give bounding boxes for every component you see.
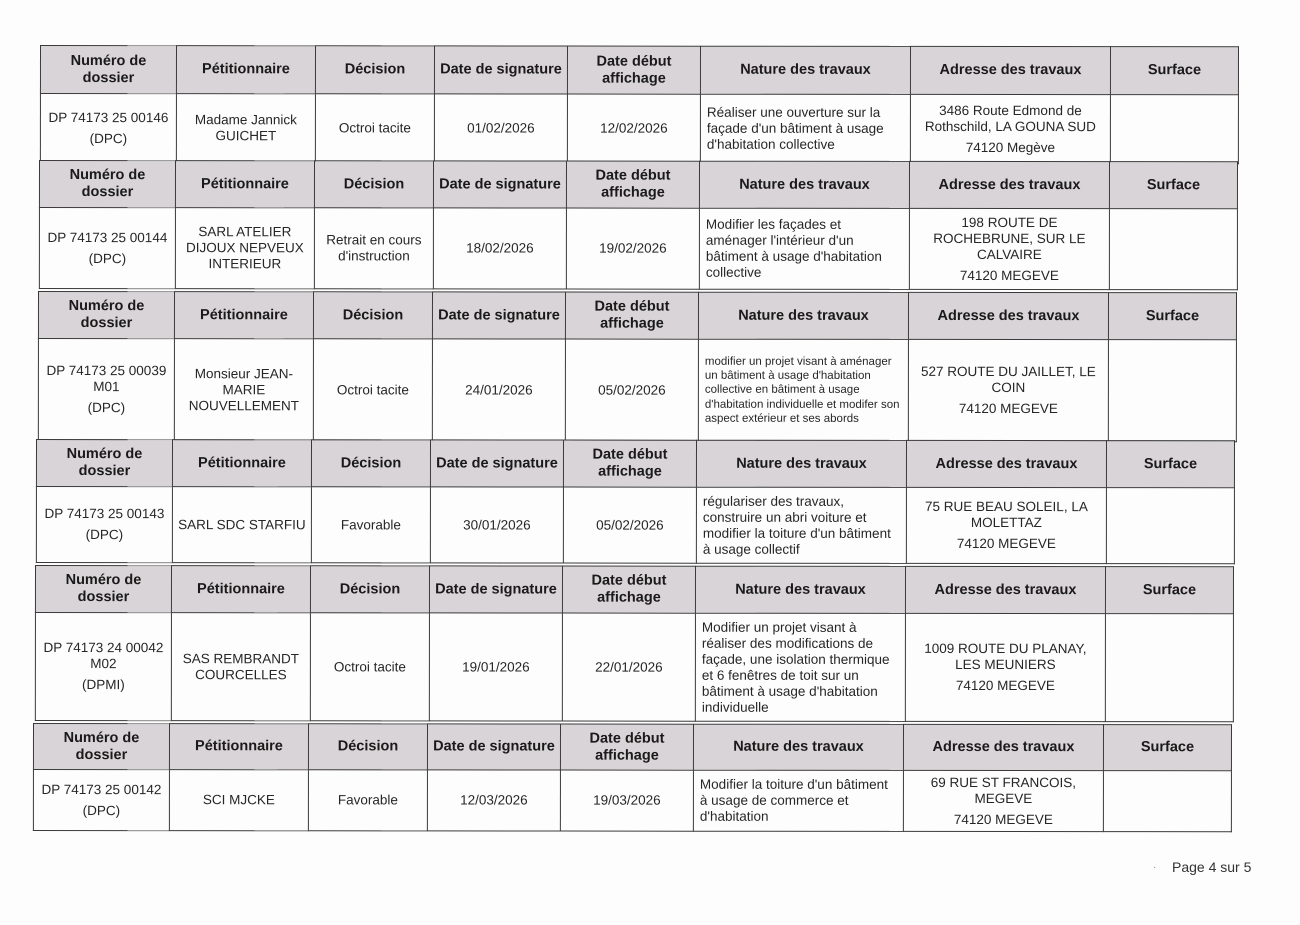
dossier-number: DP 74173 25 00142 [41, 781, 162, 797]
header-date-signature: Date de signature [432, 292, 565, 339]
dossier-number: DP 74173 25 00039 M01 [46, 363, 167, 395]
date-affichage-cell: 19/02/2026 [566, 208, 699, 289]
dossier-number: DP 74173 25 00144 [47, 229, 168, 245]
address-street: 69 RUE ST FRANCOIS, MEGEVE [930, 774, 1077, 806]
address-street: 527 ROUTE DU JAILLET, LE COIN [920, 363, 1096, 396]
dossier-type: (DPC) [89, 130, 128, 146]
adresse-cell [903, 770, 1103, 831]
adresse-cell [906, 487, 1106, 563]
nature-cell: Modifier un projet visant à réaliser des modifications de façade, une isolation thermique et 6 fenêtres de toit sur un bâtiment à usage d'habitation individuelle [695, 613, 905, 721]
nature-cell: régulariser des travaux, construire un abri voiture et modifier la toiture d'un bâtiment à usage collectif [696, 487, 906, 563]
footer-mark: · [1153, 862, 1157, 873]
dossier-type: (DPC) [87, 400, 126, 416]
header-date-affichage: Date début affichage [566, 161, 699, 208]
header-adresse: Adresse des travaux [905, 566, 1105, 613]
header-nature: Nature des travaux [695, 566, 905, 613]
petitionnaire-cell: Madame Jannick GUICHET [176, 94, 315, 163]
header-date-signature: Date de signature [434, 46, 567, 94]
header-petitionnaire: Pétitionnaire [176, 46, 315, 94]
record-row [36, 487, 1234, 564]
dossier-number: DP 74173 25 00143 [44, 506, 165, 522]
date-signature-cell: 01/02/2026 [434, 94, 567, 163]
header-nature: Nature des travaux [693, 724, 903, 770]
date-signature-cell: 30/01/2026 [430, 487, 563, 563]
header-surface: Surface [1105, 567, 1233, 614]
dossier-type: (DPC) [82, 802, 121, 818]
header-row [35, 566, 1233, 614]
decision-cell: Retrait en cours d'instruction [314, 208, 433, 289]
date-affichage-cell: 22/01/2026 [562, 613, 695, 721]
surface-cell [1108, 340, 1236, 442]
surface-cell [1103, 771, 1231, 832]
header-dossier: Numéro de dossier [36, 440, 172, 487]
header-date-affichage: Date début affichage [563, 440, 696, 487]
record-row [38, 339, 1236, 442]
header-date-signature: Date de signature [433, 161, 566, 208]
header-nature: Nature des travaux [699, 161, 909, 208]
petitionnaire-cell: SARL SDC STARFIU [172, 487, 311, 563]
decision-cell: Favorable [311, 487, 430, 563]
header-row [40, 46, 1238, 95]
header-adresse: Adresse des travaux [908, 292, 1108, 339]
surface-cell [1109, 209, 1237, 290]
address-street: 75 RUE BEAU SOLEIL, LA MOLETTAZ [925, 498, 1088, 531]
header-decision: Décision [314, 161, 433, 208]
header-adresse: Adresse des travaux [910, 46, 1110, 94]
address-street: 198 ROUTE DE ROCHEBRUNE, SUR LE CALVAIRE [933, 214, 1086, 262]
petitionnaire-cell: SCI MJCKE [169, 770, 308, 831]
adresse-cell [908, 339, 1108, 441]
record-row [35, 613, 1233, 722]
address-street: 1009 ROUTE DU PLANAY, LES MEUNIERS [924, 640, 1087, 673]
date-signature-cell: 24/01/2026 [432, 339, 565, 441]
header-adresse: Adresse des travaux [903, 724, 1103, 770]
header-dossier: Numéro de dossier [40, 46, 176, 94]
header-dossier: Numéro de dossier [33, 724, 169, 770]
header-adresse: Adresse des travaux [906, 440, 1106, 487]
surface-cell [1106, 488, 1234, 564]
adresse-cell [910, 94, 1110, 163]
dossier-type: (DPC) [85, 527, 124, 543]
permit-table [39, 160, 1238, 290]
header-row [33, 724, 1231, 771]
header-row [36, 440, 1234, 488]
nature-cell: Réaliser une ouverture sur la façade d'un bâtiment à usage d'habitation collective [700, 94, 910, 163]
dossier-cell [38, 339, 174, 441]
adresse-cell [905, 613, 1105, 721]
permit-table [40, 45, 1239, 164]
header-decision: Décision [308, 724, 427, 770]
header-decision: Décision [311, 440, 430, 487]
permit-table [35, 565, 1234, 722]
adresse-cell [909, 208, 1109, 289]
header-surface: Surface [1108, 293, 1236, 340]
address-city: 74120 Megève [965, 139, 1056, 155]
dossier-number: DP 74173 24 00042 M02 [43, 640, 164, 672]
header-decision: Décision [313, 292, 432, 339]
header-petitionnaire: Pétitionnaire [175, 161, 314, 208]
header-petitionnaire: Pétitionnaire [174, 292, 313, 339]
record-row [33, 770, 1231, 832]
dossier-number: DP 74173 25 00146 [48, 109, 169, 125]
surface-cell [1110, 95, 1238, 164]
header-nature: Nature des travaux [698, 292, 908, 339]
header-adresse: Adresse des travaux [909, 161, 1109, 208]
permit-table [36, 439, 1235, 564]
header-petitionnaire: Pétitionnaire [169, 724, 308, 770]
dossier-type: (DPC) [88, 250, 127, 266]
header-row [38, 292, 1236, 340]
page-number: Page 4 sur 5 [1172, 859, 1252, 875]
header-decision: Décision [315, 46, 434, 94]
header-petitionnaire: Pétitionnaire [172, 440, 311, 487]
dossier-cell [40, 94, 176, 163]
header-date-signature: Date de signature [427, 724, 560, 770]
permit-table [33, 723, 1232, 832]
date-signature-cell: 12/03/2026 [427, 770, 560, 831]
decision-cell: Octroi tacite [310, 613, 429, 721]
address-city: 74120 MEGEVE [956, 535, 1056, 552]
decision-cell: Octroi tacite [315, 94, 434, 163]
dossier-cell [39, 208, 175, 289]
header-surface: Surface [1103, 725, 1231, 771]
header-nature: Nature des travaux [700, 46, 910, 94]
header-nature: Nature des travaux [696, 440, 906, 487]
nature-cell: modifier un projet visant à aménager un bâtiment à usage d'habitation collective en bâtiment à usage d'habitation individuelle et modifer son aspect extérieur et ses abords [698, 339, 908, 441]
header-surface: Surface [1106, 441, 1234, 488]
decision-cell: Favorable [308, 770, 427, 831]
header-date-affichage: Date début affichage [565, 292, 698, 339]
date-affichage-cell: 12/02/2026 [567, 94, 700, 163]
header-row [39, 161, 1237, 209]
date-signature-cell: 18/02/2026 [433, 208, 566, 289]
record-row [39, 208, 1237, 290]
header-dossier: Numéro de dossier [35, 566, 171, 613]
petitionnaire-cell: SAS REMBRANDT COURCELLES [171, 613, 310, 721]
date-affichage-cell: 05/02/2026 [563, 487, 696, 563]
date-signature-cell: 19/01/2026 [429, 613, 562, 721]
header-date-signature: Date de signature [430, 440, 563, 487]
decision-cell: Octroi tacite [313, 339, 432, 441]
header-date-signature: Date de signature [429, 566, 562, 613]
dossier-cell [35, 613, 171, 721]
header-dossier: Numéro de dossier [38, 292, 174, 339]
dossier-cell [36, 487, 172, 563]
date-affichage-cell: 19/03/2026 [560, 770, 693, 831]
header-date-affichage: Date début affichage [562, 566, 695, 613]
header-petitionnaire: Pétitionnaire [171, 566, 310, 613]
header-surface: Surface [1109, 162, 1237, 209]
address-street: 3486 Route Edmond de Rothschild, LA GOUNA SUD [924, 102, 1096, 134]
petitionnaire-cell: Monsieur JEAN-MARIE NOUVELLEMENT [174, 339, 313, 441]
header-dossier: Numéro de dossier [39, 161, 175, 208]
address-city: 74120 MEGEVE [958, 400, 1058, 417]
nature-cell: Modifier les façades et aménager l'intérieur d'un bâtiment à usage d'habitation collective [699, 208, 909, 289]
header-date-affichage: Date début affichage [560, 724, 693, 770]
dossier-type: (DPMI) [81, 677, 125, 693]
address-city: 74120 MEGEVE [953, 811, 1053, 827]
date-affichage-cell: 05/02/2026 [565, 339, 698, 441]
record-row [40, 94, 1238, 164]
petitionnaire-cell: SARL ATELIER DIJOUX NEPVEUX INTERIEUR [175, 208, 314, 289]
header-surface: Surface [1110, 47, 1238, 95]
header-decision: Décision [310, 566, 429, 613]
address-city: 74120 MEGEVE [955, 677, 1055, 694]
address-city: 74120 MEGEVE [959, 267, 1059, 283]
dossier-cell [33, 770, 169, 831]
nature-cell: Modifier la toiture d'un bâtiment à usage de commerce et d'habitation [693, 770, 903, 831]
header-date-affichage: Date début affichage [567, 46, 700, 94]
surface-cell [1105, 614, 1233, 722]
permit-table [38, 291, 1237, 442]
